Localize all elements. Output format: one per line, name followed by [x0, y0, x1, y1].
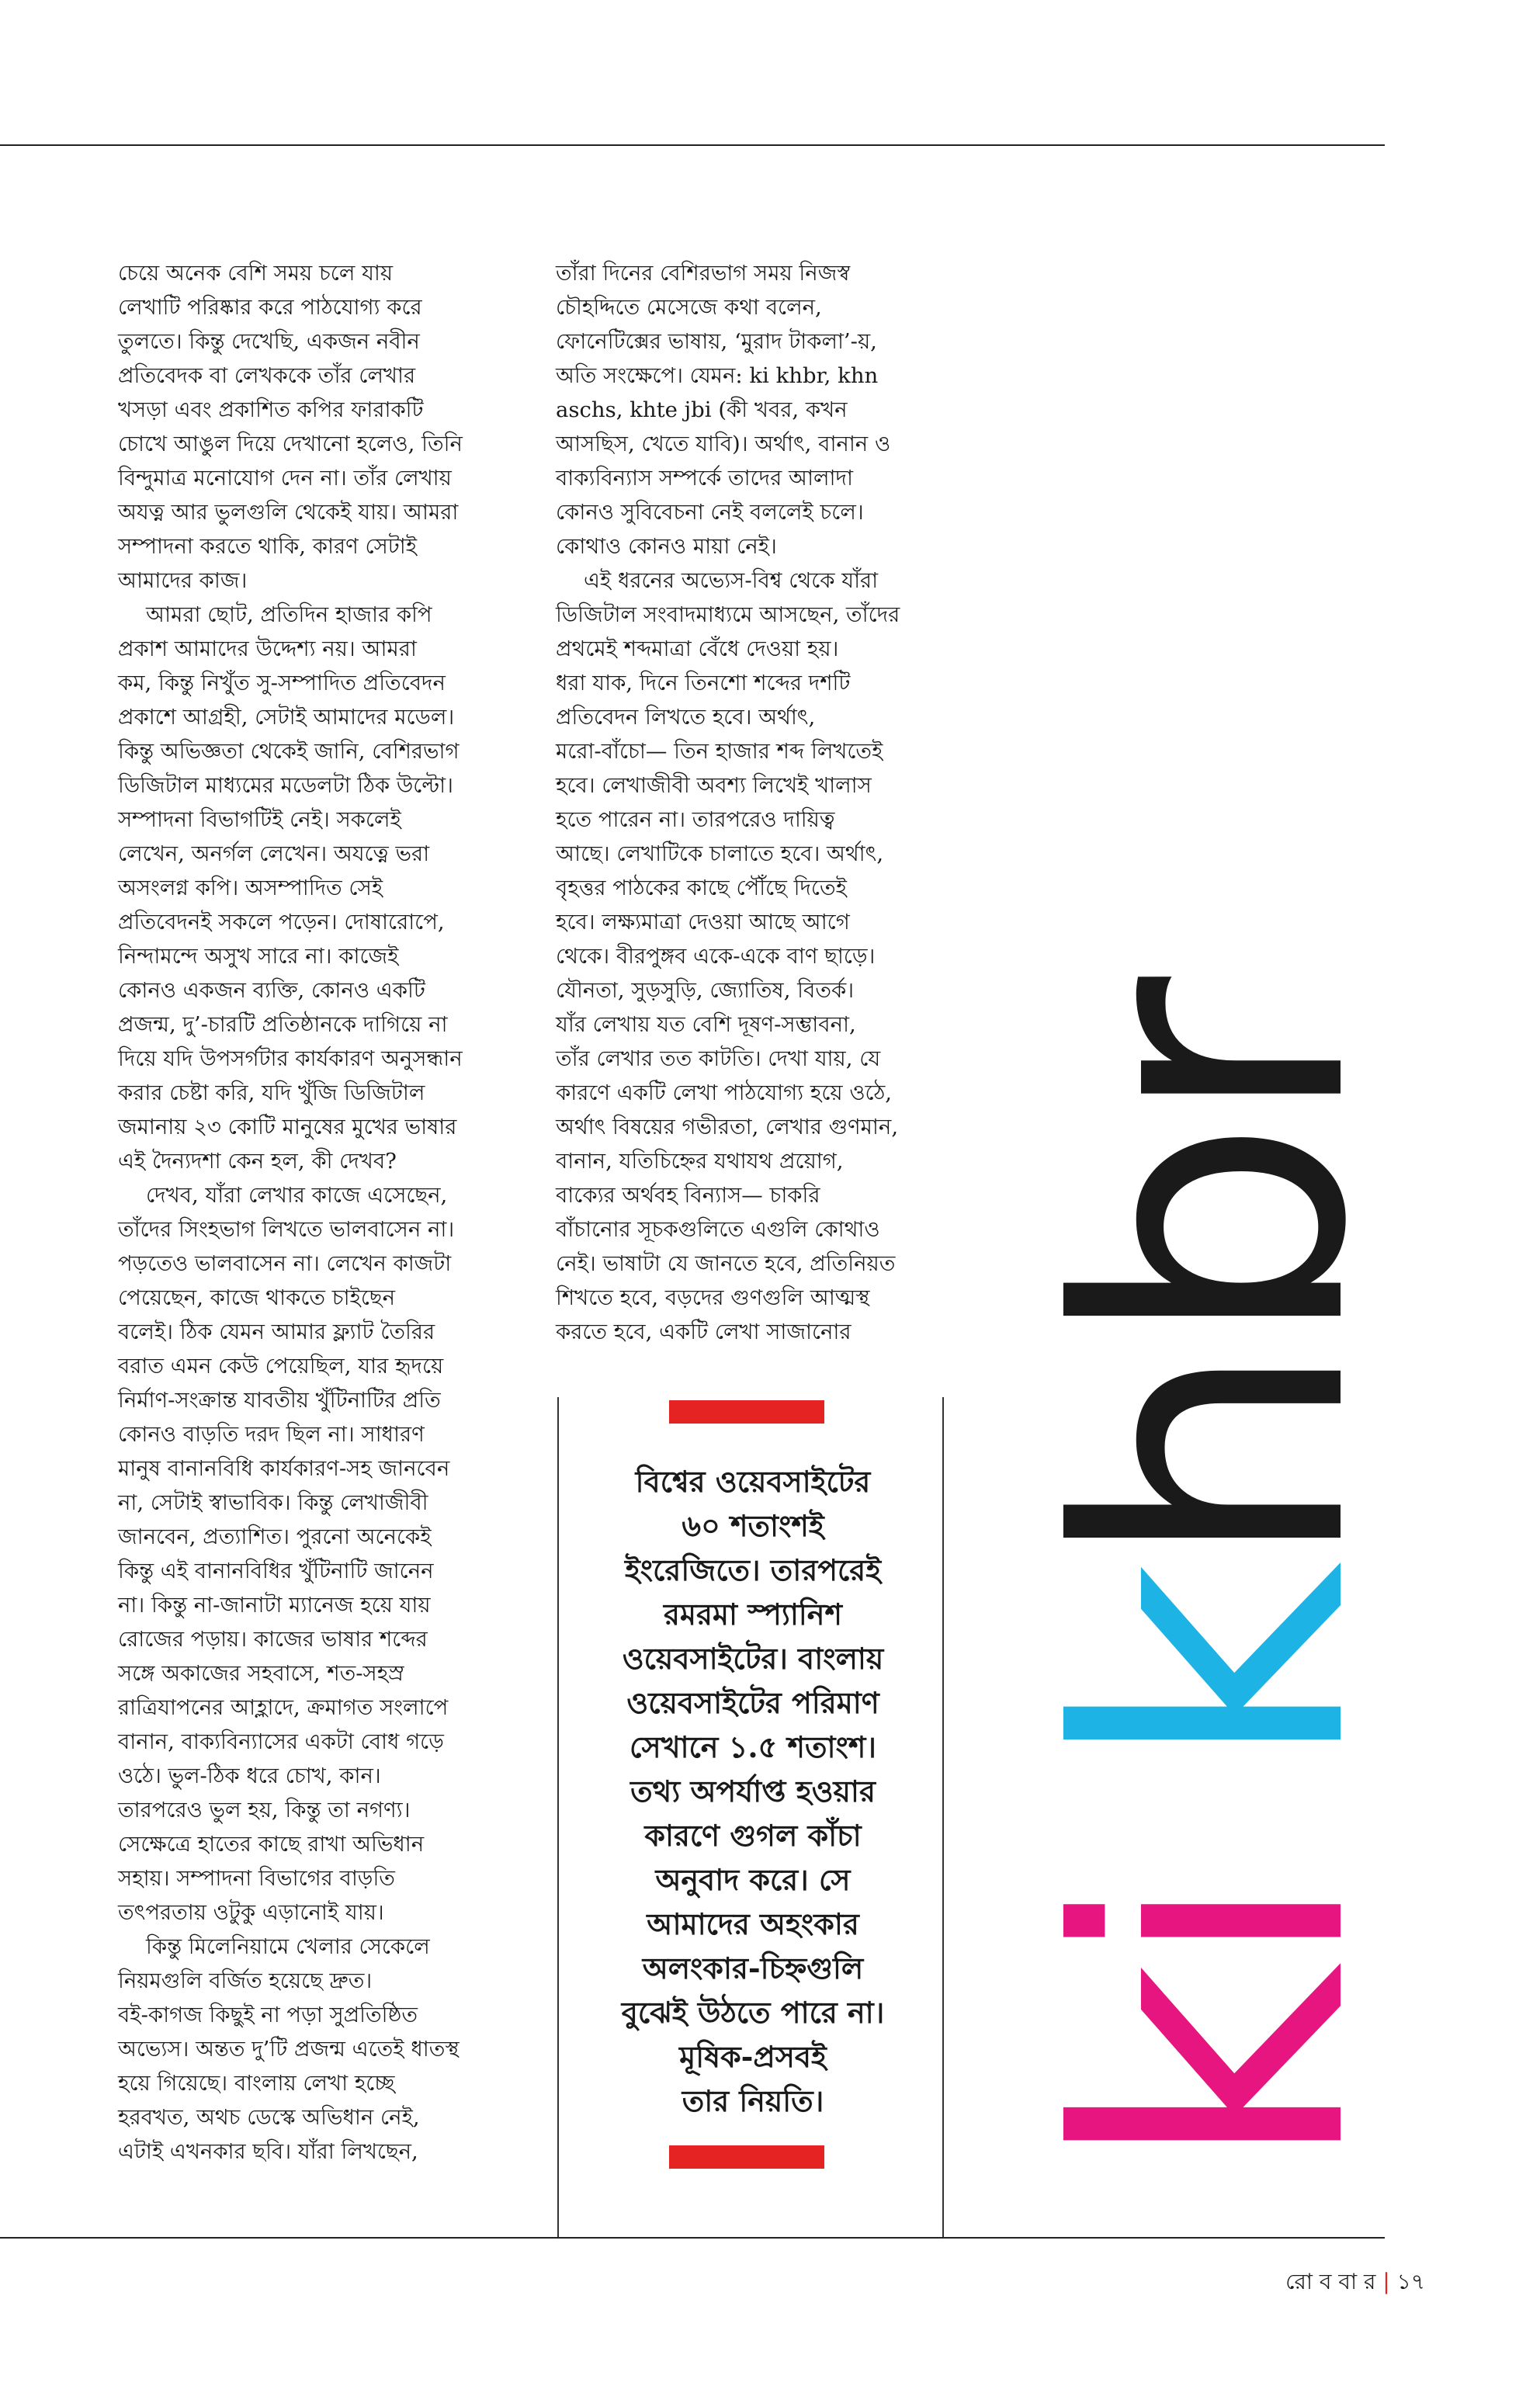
text-line: চৌহদ্দিতে মেসেজে কথা বলেন,: [556, 295, 822, 320]
text-line: বরাত এমন কেউ পেয়েছিল, যার হৃদয়ে: [118, 1354, 444, 1379]
text-line: সম্পাদনা করতে থাকি, কারণ সেটাই: [118, 534, 418, 559]
text-line: তৎপরতায় ওটুকু এড়ানোই যায়।: [118, 1900, 384, 1925]
text-line: আছে। লেখাটিকে চালাতে হবে। অর্থাৎ,: [556, 841, 884, 866]
text-line: নিয়মগুলি বর্জিত হয়েছে দ্রুত।: [118, 1968, 373, 1993]
text-line: এই ধরনের অভ্যেস-বিশ্ব থেকে যাঁরা: [584, 568, 879, 593]
text-line: সেক্ষেত্রে হাতের কাছে রাখা অভিধান: [118, 1832, 425, 1857]
text-line: না। কিন্তু না-জানাটা ম্যানেজ হয়ে যায়: [118, 1593, 431, 1618]
article-column-2: [556, 256, 944, 1349]
pullquote-line: আমাদের অহংকার: [647, 1906, 859, 1941]
text-line: বৃহত্তর পাঠকের কাছে পৌঁছে দিতেই: [556, 876, 847, 900]
text-line: পেয়েছেন, কাজে থাকতে চাইছেন: [118, 1285, 395, 1310]
text-line: তাঁরা দিনের বেশিরভাগ সময় নিজস্ব: [556, 261, 851, 286]
pullquote-line: ইংরেজিতে। তারপরেই: [625, 1552, 881, 1587]
text-line: প্রথমেই শব্দমাত্রা বেঁধে দেওয়া হয়।: [556, 636, 839, 661]
text-line: জমানায় ২৩ কোটি মানুষের মুখের ভাষার: [118, 1115, 457, 1139]
text-line: লেখাটি পরিষ্কার করে পাঠযোগ্য করে: [118, 295, 422, 320]
text-line: প্রজন্ম, দু’-চারটি প্রতিষ্ঠানকে দাগিয়ে না: [118, 1012, 448, 1037]
text-line: হবে। লক্ষ্যমাত্রা দেওয়া আছে আগে: [556, 910, 850, 935]
text-line: ডিজিটাল সংবাদমাধ্যমে আসছেন, তাঁদের: [556, 602, 900, 627]
text-line: মরো-বাঁচো— তিন হাজার শব্দ লিখতেই: [556, 739, 883, 764]
pullquote-line: কারণে গুগল কাঁচা: [644, 1818, 862, 1853]
text-line: বাক্যবিন্যাস সম্পর্কে তাদের আলাদা: [556, 466, 853, 491]
text-line: করার চেষ্টা করি, যদি খুঁজি ডিজিটাল: [118, 1080, 425, 1105]
title-part-hbr: hbr: [1002, 986, 1427, 1571]
pullquote-right-rule: [942, 1397, 944, 2237]
text-line: বানান, যতিচিহ্নের যথাযথ প্রয়োগ,: [556, 1149, 844, 1174]
text-line: রাত্রিযাপনের আহ্লাদে, ক্রমাগত সংলাপে: [118, 1695, 449, 1720]
text-line: দিয়ে যদি উপসর্গটার কার্যকারণ অনুসন্ধান: [118, 1046, 463, 1071]
text-line: চোখে আঙুল দিয়ে দেখানো হলেও, তিনি: [118, 432, 463, 456]
vertical-title: [1002, 986, 1427, 2173]
text-line: না, সেটাই স্বাভাবিক। কিন্তু লেখাজীবী: [118, 1490, 428, 1515]
text-line: চেয়ে অনেক বেশি সময় চলে যায়: [118, 261, 394, 286]
text-line: সহায়। সম্পাদনা বিভাগের বাড়তি: [118, 1866, 395, 1891]
text-line: নেই। ভাষাটা যে জানতে হবে, প্রতিনিয়ত: [556, 1251, 896, 1276]
text-line: প্রকাশ আমাদের উদ্দেশ্য নয়। আমরা: [118, 636, 417, 661]
text-line: শিখতে হবে, বড়দের গুণগুলি আত্মস্থ: [556, 1285, 870, 1310]
text-line: আমরা ছোট, প্রতিদিন হাজার কপি: [146, 602, 432, 627]
text-line: ডিজিটাল মাধ্যমের মডেলটা ঠিক উল্টো।: [118, 773, 453, 798]
text-line: জানবেন, প্রত্যাশিত। পুরনো অনেকেই: [118, 1524, 432, 1549]
text-line: খসড়া এবং প্রকাশিত কপির ফারাকটি: [118, 397, 424, 422]
text-line: কম, কিন্তু নিখুঁত সু-সম্পাদিত প্রতিবেদন: [118, 671, 446, 695]
text-line: প্রতিবেদক বা লেখককে তাঁর লেখার: [118, 363, 416, 388]
text-line: বাক্যের অর্থবহ বিন্যাস— চাকরি: [556, 1183, 820, 1208]
text-line: বিন্দুমাত্র মনোযোগ দেন না। তাঁর লেখায়: [118, 466, 452, 491]
text-line: কিন্তু মিলেনিয়ামে খেলার সেকেলে: [146, 1934, 430, 1959]
article-column-1: [118, 256, 553, 2169]
pullquote: [590, 1459, 916, 2123]
text-line: বানান, বাক্যবিন্যাসের একটা বোধ গড়ে: [118, 1729, 444, 1754]
folio: [1285, 2265, 1425, 2301]
text-line: হবে। লেখাজীবী অবশ্য লিখেই খালাস: [556, 773, 872, 798]
pullquote-line: তথ্য অপর্যাপ্ত হওয়ার: [630, 1774, 876, 1809]
text-line: সঙ্গে অকাজের সহবাসে, শত-সহস্র: [118, 1661, 404, 1686]
text-line: অতি সংক্ষেপে। যেমন: ki khbr, khn: [556, 363, 879, 388]
pullquote-line: বিশ্বের ওয়েবসাইটের: [635, 1464, 871, 1499]
text-line: এই দৈন্যদশা কেন হল, কী দেখব?: [118, 1149, 397, 1174]
top-rule: [0, 144, 1385, 146]
text-line: তারপরেও ভুল হয়, কিন্তু তা নগণ্য।: [118, 1798, 411, 1822]
text-line: হয়ে গিয়েছে। বাংলায় লেখা হচ্ছে: [118, 2071, 395, 2096]
text-line: কোথাও কোনও মায়া নেই।: [556, 534, 777, 559]
text-line: এটাই এখনকার ছবি। যাঁরা লিখছেন,: [118, 2139, 418, 2164]
text-line: কোনও বাড়তি দরদ ছিল না। সাধারণ: [118, 1422, 425, 1447]
text-line: মানুষ বানানবিধি কার্যকারণ-সহ জানবেন: [118, 1456, 450, 1481]
pullquote-left-rule: [557, 1397, 559, 2237]
magazine-name: রো ব বা র: [1285, 2269, 1376, 2294]
title-part-ki: ki: [1002, 1772, 1427, 2173]
text-line: পড়তেও ভালবাসেন না। লেখেন কাজটা: [118, 1251, 452, 1276]
text-line: প্রতিবেদনই সকলে পড়েন। দোষারোপে,: [118, 910, 445, 935]
pullquote-line: ওয়েবসাইটের। বাংলায়: [622, 1641, 884, 1676]
text-line: তুলতে। কিন্তু দেখেছি, একজন নবীন: [118, 329, 420, 354]
text-line: করতে হবে, একটি লেখা সাজানোর: [556, 1320, 852, 1344]
pullquote-line: অলংকার-চিহ্নগুলি: [642, 1951, 864, 1985]
pullquote-line: অনুবাদ করে। সে: [655, 1862, 851, 1897]
pullquote-line: ওয়েবসাইটের পরিমাণ: [626, 1685, 879, 1720]
pullquote-top-bar: [669, 1400, 824, 1424]
text-line: ফোনেটিক্সের ভাষায়, ‘মুরাদ টাকলা’-য়,: [556, 329, 877, 354]
text-line: যৌনতা, সুড়সুড়ি, জ্যোতিষ, বিতর্ক।: [556, 978, 855, 1003]
text-line: আমাদের কাজ।: [118, 568, 248, 593]
text-line: থেকে। বীরপুঙ্গব একে-একে বাণ ছাড়ে।: [556, 944, 876, 969]
text-line: কোনও সুবিবেচনা নেই বললেই চলে।: [556, 500, 864, 525]
pullquote-line: ৬০ শতাংশই: [682, 1508, 824, 1543]
text-line: হতে পারেন না। তারপরেও দায়িত্ব: [556, 807, 835, 832]
text-line: যাঁর লেখায় যত বেশি দূষণ-সম্ভাবনা,: [556, 1012, 856, 1037]
text-line: কিন্তু অভিজ্ঞতা থেকেই জানি, বেশিরভাগ: [118, 739, 460, 764]
text-line: কোনও একজন ব্যক্তি, কোনও একটি: [118, 978, 425, 1003]
text-line: aschs, khte jbi (কী খবর, কখন: [556, 397, 848, 422]
text-line: নিন্দামন্দে অসুখ সারে না। কাজেই: [118, 944, 399, 969]
pullquote-line: বুঝেই উঠতে পারে না।: [621, 1995, 885, 2030]
title-part-k: k: [1002, 1570, 1427, 1773]
pullquote-line: সেখানে ১.৫ শতাংশ।: [630, 1729, 876, 1764]
pullquote-bottom-bar: [669, 2145, 824, 2169]
bottom-rule: [0, 2237, 1385, 2239]
text-line: অসংলগ্ন কপি। অসম্পাদিত সেই: [118, 876, 383, 900]
text-line: বই-কাগজ কিছুই না পড়া সুপ্রতিষ্ঠিত: [118, 2003, 418, 2027]
folio-separator: |: [1382, 2269, 1390, 2294]
pullquote-line: রমরমা স্প্যানিশ: [664, 1597, 842, 1632]
text-line: প্রতিবেদন লিখতে হবে। অর্থাৎ,: [556, 705, 816, 730]
pullquote-line: তার নিয়তি।: [682, 2083, 824, 2118]
text-line: কারণে একটি লেখা পাঠযোগ্য হয়ে ওঠে,: [556, 1080, 893, 1105]
text-line: প্রকাশে আগ্রহী, সেটাই আমাদের মডেল।: [118, 705, 455, 730]
text-line: সম্পাদনা বিভাগটিই নেই। সকলেই: [118, 807, 401, 832]
text-line: তাঁদের সিংহভাগ লিখতে ভালবাসেন না।: [118, 1217, 455, 1242]
text-line: ধরা যাক, দিনে তিনশো শব্দের দশটি: [556, 671, 851, 695]
pullquote-line: মূষিক-প্রসবই: [679, 2039, 827, 2074]
text-line: নির্মাণ-সংক্রান্ত যাবতীয় খুঁটিনাটির প্রতি: [118, 1388, 441, 1413]
text-line: বলেই। ঠিক যেমন আমার ফ্ল্যাট তৈরির: [118, 1320, 435, 1344]
text-line: রোজের পড়ায়। কাজের ভাষার শব্দের: [118, 1627, 428, 1652]
text-line: লেখেন, অনর্গল লেখেন। অযত্নে ভরা: [118, 841, 430, 866]
page-number: ১৭: [1396, 2269, 1425, 2294]
text-line: আসছিস, খেতে যাবি)। অর্থাৎ, বানান ও: [556, 432, 891, 456]
text-line: হরবখত, অথচ ডেস্কে অভিধান নেই,: [118, 2105, 420, 2130]
text-line: অর্থাৎ বিষয়ের গভীরতা, লেখার গুণমান,: [556, 1115, 899, 1139]
text-line: কিন্তু এই বানানবিধির খুঁটিনাটি জানেন: [118, 1559, 434, 1583]
text-line: বাঁচানোর সূচকগুলিতে এগুলি কোথাও: [556, 1217, 880, 1242]
text-line: ওঠে। ভুল-ঠিক ধরে চোখ, কান।: [118, 1764, 381, 1788]
text-line: দেখব, যাঁরা লেখার কাজে এসেছেন,: [146, 1183, 448, 1208]
text-line: অযত্ন আর ভুলগুলি থেকেই যায়। আমরা: [118, 500, 459, 525]
text-line: তাঁর লেখার তত কাটতি। দেখা যায়, যে: [556, 1046, 881, 1071]
text-line: অভ্যেস। অন্তত দু’টি প্রজন্ম এতেই ধাতস্থ: [118, 2037, 460, 2062]
